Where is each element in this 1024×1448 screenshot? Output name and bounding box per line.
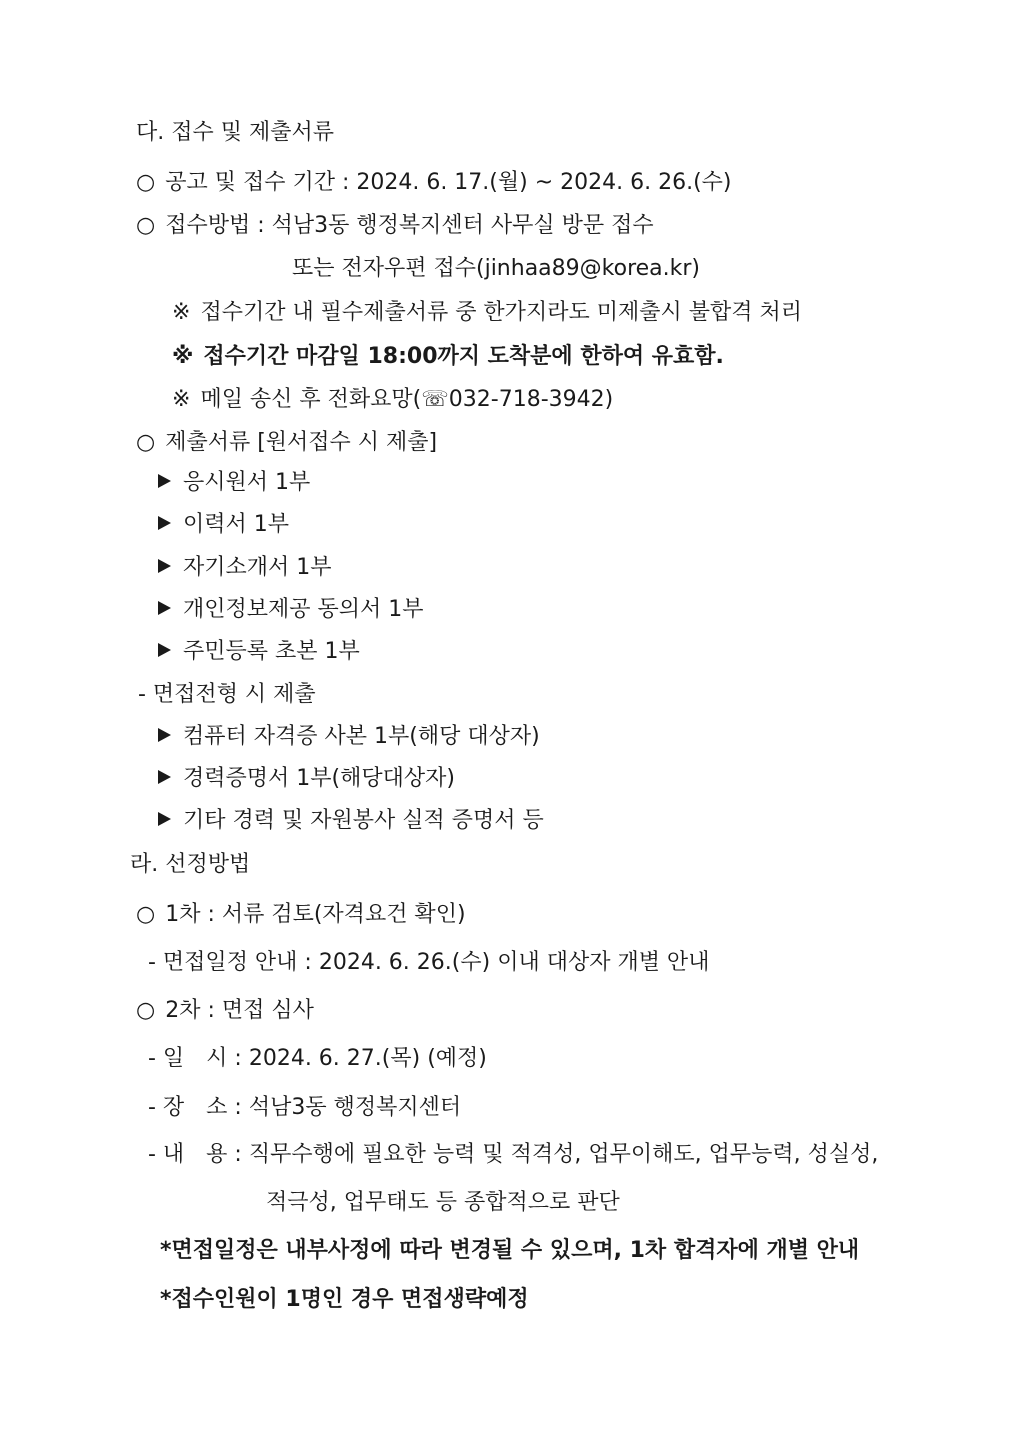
- reference-mark-icon: ※: [172, 387, 191, 412]
- note-3: [172, 385, 613, 415]
- reference-mark-icon: ※: [172, 344, 194, 369]
- list-item: 기타 경력 및 자원봉사 실적 증명서 등: [158, 806, 544, 836]
- section-da-title: 다. 접수 및 제출서류: [136, 120, 334, 145]
- stage-1: [136, 900, 466, 930]
- triangle-bullet-icon: [158, 728, 171, 742]
- note-2-text: 접수기간 마감일 18:00까지 도착분에 한하여 유효함.: [203, 344, 724, 369]
- application-period: [136, 168, 732, 198]
- reference-mark-icon: ※: [172, 300, 191, 325]
- application-method: [136, 211, 654, 241]
- footnote-1: *면접일정은 내부사정에 따라 변경될 수 있으며, 1차 합격자에 개별 안내: [160, 1238, 860, 1263]
- triangle-bullet-icon: [158, 601, 171, 615]
- stage-1-text: 1차 : 서류 검토(자격요건 확인): [165, 902, 466, 927]
- triangle-bullet-icon: [158, 559, 171, 573]
- section-ra-title: 라. 선정방법: [130, 852, 251, 877]
- list-item: 컴퓨터 자격증 사본 1부(해당 대상자): [158, 722, 540, 752]
- list-item: 경력증명서 1부(해당대상자): [158, 764, 455, 794]
- list-item: 응시원서 1부: [158, 468, 310, 498]
- documents-header: [136, 428, 437, 458]
- triangle-bullet-icon: [158, 770, 171, 784]
- list-item: 개인정보제공 동의서 1부: [158, 595, 424, 625]
- triangle-bullet-icon: [158, 643, 171, 657]
- footnote-2: *접수인원이 1명인 경우 면접생략예정: [160, 1287, 529, 1312]
- circle-marker: ○: [136, 430, 156, 455]
- stage-2-text: 2차 : 면접 심사: [165, 998, 314, 1023]
- list-item: 이력서 1부: [158, 510, 289, 540]
- note-2: [172, 342, 724, 372]
- application-period-text: 공고 및 접수 기간 : 2024. 6. 17.(월) ~ 2024. 6. 26.(수): [165, 170, 732, 195]
- list-item: 주민등록 초본 1부: [158, 637, 360, 667]
- stage-2-date: - 일 시 : 2024. 6. 27.(목) (예정): [148, 1046, 487, 1071]
- note-3-text: 메일 송신 후 전화요망(☏032-718-3942): [200, 387, 614, 412]
- list-item: 자기소개서 1부: [158, 553, 332, 583]
- circle-marker: ○: [136, 170, 156, 195]
- triangle-bullet-icon: [158, 812, 171, 826]
- circle-marker: ○: [136, 213, 156, 238]
- note-1-text: 접수기간 내 필수제출서류 중 한가지라도 미제출시 불합격 처리: [200, 300, 802, 325]
- triangle-bullet-icon: [158, 516, 171, 530]
- note-1: [172, 298, 802, 328]
- circle-marker: ○: [136, 998, 156, 1023]
- stage-2: [136, 996, 314, 1026]
- application-method-continuation: 또는 전자우편 접수(jinhaa89@korea.kr): [292, 256, 701, 281]
- stage-2-content-continuation: 적극성, 업무태도 등 종합적으로 판단: [266, 1190, 620, 1215]
- application-method-text: 접수방법 : 석남3동 행정복지센터 사무실 방문 접수: [165, 213, 654, 238]
- stage-2-place: - 장 소 : 석남3동 행정복지센터: [148, 1095, 462, 1120]
- documents-header-text: 제출서류 [원서접수 시 제출]: [165, 430, 438, 455]
- interview-docs-header: - 면접전형 시 제출: [138, 682, 316, 707]
- stage-2-content: - 내 용 : 직무수행에 필요한 능력 및 적격성, 업무이해도, 업무능력, 성실성,: [148, 1142, 879, 1167]
- circle-marker: ○: [136, 902, 156, 927]
- triangle-bullet-icon: [158, 474, 171, 488]
- stage-1-schedule: - 면접일정 안내 : 2024. 6. 26.(수) 이내 대상자 개별 안내: [148, 950, 710, 975]
